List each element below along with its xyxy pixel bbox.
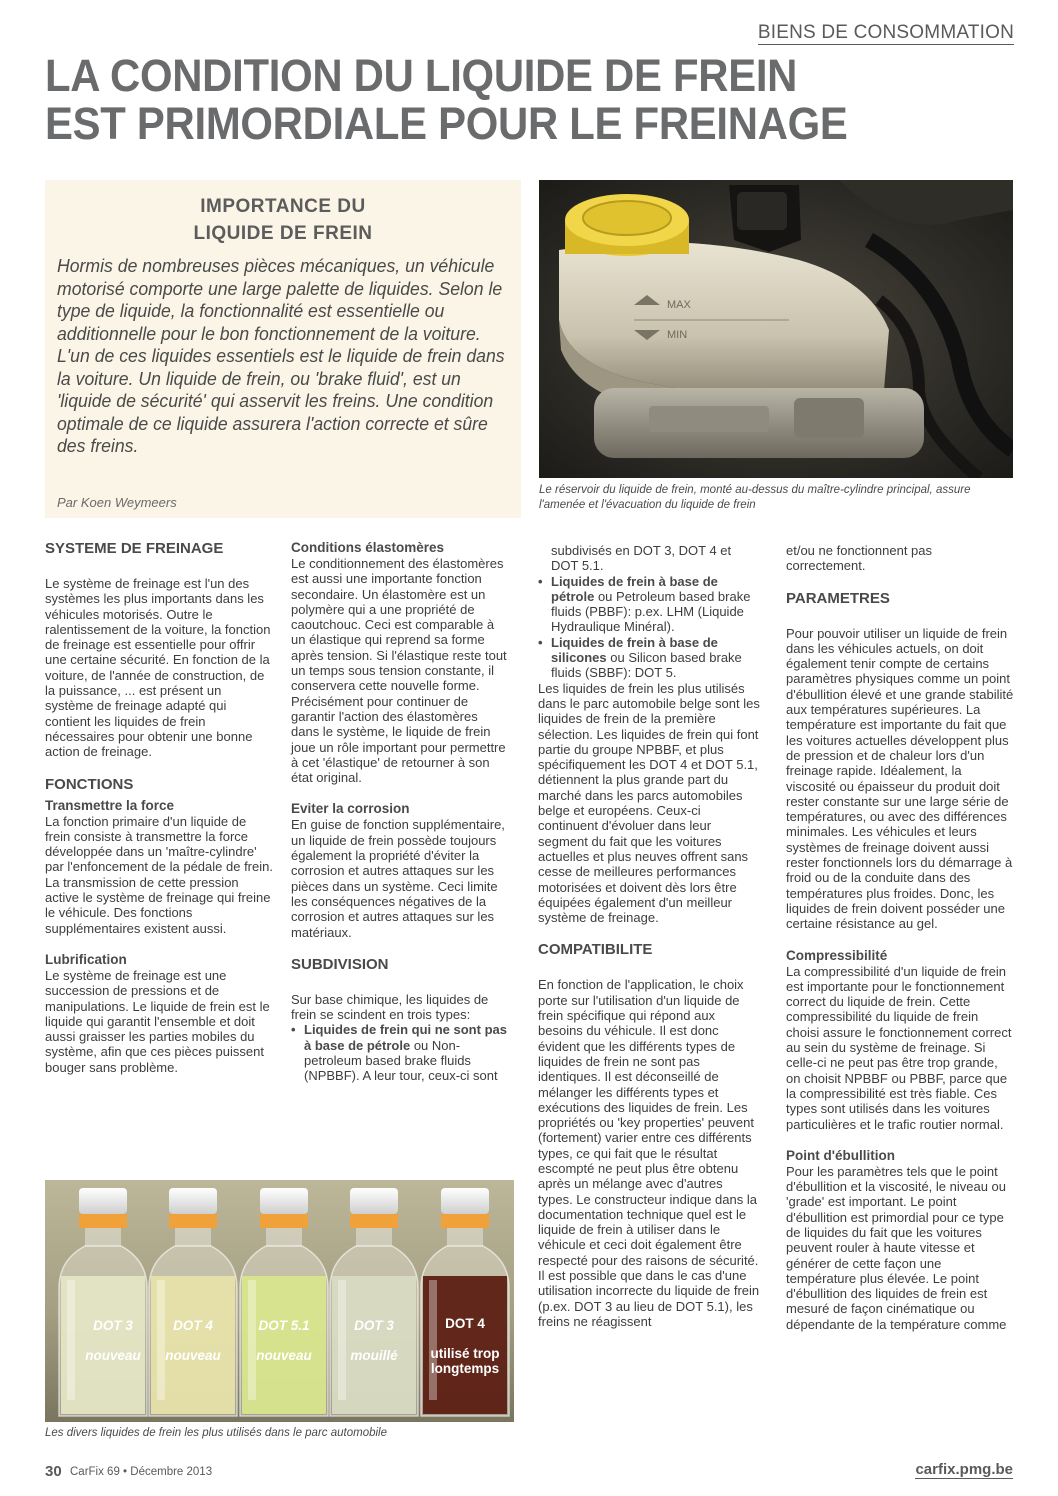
title-line-1: LA CONDITION DU LIQUIDE DE FREIN: [45, 50, 798, 101]
bottle-2-line-1: DOT 4: [173, 1318, 213, 1333]
bottle-5-label: [417, 1316, 513, 1376]
intro-text: Hormis de nombreuses pièces mécaniques, un véhicule motorisé comporte une large palette de liquides. Selon le type de liquide, la fonctionnalité est essentielle ou additionnelle pour le bon fonctionnement de la voiture. L'un de ces liquides essentiels est le liquide de frein dans la voiture. Un liquide de frein, ou 'brake fluid', est un 'liquide de sécurité' qui asservit les freins. Une condition optimale de ce liquide assurera l'action correcte et sûre des freins.: [57, 256, 505, 456]
section-tag: BIENS DE CONSOMMATION: [757, 22, 1014, 43]
heading-subdivision: SUBDIVISION: [291, 955, 389, 973]
bottle-3-line-2: nouveau: [256, 1348, 312, 1363]
min-mark: MIN: [667, 329, 688, 341]
bullet-pbbf-text: ou Petroleum based brake fluids (PBBF): p.ex. LHM (Liquide Hydraulique Minéral).: [551, 588, 751, 635]
intro-heading: [45, 193, 521, 247]
bullet-npbbf-text: ou Non-petroleum based brake fluids (NPBBF). A leur tour, ceux-ci sont: [304, 1037, 498, 1084]
subheading-compressibilite: Compressibilité: [786, 947, 888, 963]
para-usage: Les liquides de frein les plus utilisés dans le parc automobile belge sont les liquides de frein de la première sélection. Les liquides de frein qui font partie du groupe NPBBF, et plus spécifiquement les DOT 4 et DOT 5.1, détiennent la plus grande part du marché dans les parcs automobiles belge et européens. Ceux-ci continuent d'évoluer dans leur segment du fait que les voitures actuelles et plus neuves offrent sans cesse de meilleures performances motorisées et doivent dès lors être équipées également d'un meilleur système de freinage.: [538, 680, 760, 926]
bullet-npbbf-cont: subdivisés en DOT 3, DOT 4 et DOT 5.1.: [551, 543, 732, 574]
bullet-sbbf-text: ou Silicon based brake fluids (SBBF): DOT 5.: [551, 650, 742, 681]
bullet-pbbf: [538, 574, 760, 635]
heading-systeme: SYSTEME DE FREINAGE: [45, 540, 224, 557]
bottle-4-line-2: mouillé: [350, 1348, 398, 1363]
para-subdivision: Sur base chimique, les liquides de frein se scindent en trois types:: [291, 991, 489, 1023]
title-line-2: EST PRIMORDIALE POUR LE FREINAGE: [45, 98, 848, 149]
bottles-photo: [45, 1180, 514, 1422]
bottle-5-line-3: longtemps: [430, 1361, 500, 1376]
column-4: [786, 543, 1014, 1332]
reservoir-photo: [539, 180, 1013, 478]
subheading-lubrification: Lubrification: [45, 951, 127, 967]
article-title: [45, 52, 956, 148]
para-systeme: Le système de freinage est l'un des systèmes les plus importants dans les véhicules motorisés. Outre le ralentissement de la voiture, la fonction de freinage est essentielle pour offrir une certaine sécurité. En fonction de la voiture, de l'année de construction, de la puissance, ... est présent un système de freinage adapté qui contient les liquides de frein nécessaires pour obtenir une bonne action de freinage.: [45, 576, 271, 760]
heading-parametres: PARAMETRES: [786, 589, 890, 607]
bottles-caption: Les divers liquides de frein les plus utilisés dans le parc automobile: [45, 1427, 387, 1439]
footer-url-link[interactable]: carfix.pmg.be: [915, 1461, 1013, 1478]
para-compressibilite: La compressibilité d'un liquide de frein est importante pour le fonctionnement correct du liquide de frein. Cette compressibilité du liquide de frein choisi assure le fonctionnement correct au sein du système de freinage. Si celle-ci ne peut pas être trop grande, on choisit NPBBF ou PBBF, parce que la compressibilité est très fiable. Ces types sont utilisés dans les voitures particulières et le trafic routier normal.: [786, 963, 1012, 1132]
para-elastomeres: Le conditionnement des élastomères est aussi une importante fonction secondaire. Un élastomère est un polymère qui a une propriété de caoutchouc. Ceci est comparable à un élastique qui reprend sa forme après tension. Si l'élastique reste tout un temps sous tension constante, il conservera cette nouvelle forme. Précisément pour continuer de garantir l'action des élastomères dans le système, le liquide de frein joue un rôle important pour permettre à cet 'élastique' de retourner à son état original.: [291, 556, 507, 786]
subheading-ebullition: Point d'ébullition: [786, 1147, 895, 1163]
para-lubrification: Le système de freinage est une succession de pressions et de manipulations. Le liquide de frein est le liquide qui garantit l'ensemble et doit aussi graisser les parties mobiles du système, afin que ces pièces puissent bouger sans problème.: [45, 967, 270, 1075]
bottle-5-line-2: utilisé trop: [430, 1346, 500, 1361]
bullet-pbbf-bold: Liquides de frein à base de pétrole: [551, 573, 718, 604]
bottle-3-line-1: DOT 5.1: [258, 1318, 310, 1333]
magazine-issue: CarFix 69 • Décembre 2013: [70, 1466, 213, 1478]
column-1: [45, 540, 273, 1075]
bottles-illustration: [45, 1180, 514, 1422]
column-3: [538, 543, 760, 1329]
para-cont: et/ou ne fonctionnent pas correctement.: [786, 543, 933, 574]
bottle-2-label: [153, 1318, 233, 1363]
intro-heading-line-2: LIQUIDE DE FREIN: [193, 223, 373, 244]
bottle-4-label: [334, 1318, 414, 1363]
bullet-sbbf-bold: Liquides de frein à base de silicones: [551, 634, 718, 666]
bottle-2-line-2: nouveau: [165, 1348, 221, 1363]
bottle-1-line-2: nouveau: [85, 1348, 141, 1363]
max-mark: MAX: [667, 299, 691, 311]
bullet-npbbf-bold: Liquides de frein qui ne sont pas à base de pétrole: [304, 1022, 507, 1053]
para-compatibilite: En fonction de l'application, le choix porte sur l'utilisation d'un liquide de frein spécifique qui répond aux besoins du véhicule. Il est donc évident que les différents types de liquides de frein ne sont pas identiques. Il est déconseillé de mélanger les différents types et exécutions des liquides de frein. Les propriétés ou 'key properties' peuvent (fortement) varier entre ces différents types, ce qui fait que le résultat escompté ne peut plus être obtenu après un mélange avec d'autres types. Le constructeur indique dans la documentation technique quel est le liquide de frein à utiliser dans le véhicule et ceci doit également être respecté pour des raisons de sécurité. Il est possible que dans le cas d'une utilisation incorrecte du liquide de frein (p.ex. DOT 3 au lieu de DOT 5.1), les freins ne réagissent: [538, 977, 760, 1329]
para-corrosion: En guise de fonction supplémentaire, un liquide de frein possède toujours également la propriété d'éviter la corrosion et autres attaques sur les pièces dans un système. Ceci limite les conséquences négatives de la corrosion et autres attaques sur les matériaux.: [291, 817, 505, 940]
para-transmettre: La fonction primaire d'un liquide de frein consiste à transmettre la force développée dans un 'maître-cylindre' par l'enfoncement de la pédale de frein. La transmission de cette pression active le système de freinage qui freine le véhicule. Des fonctions supplémentaires existent aussi.: [45, 813, 273, 936]
intro-heading-line-1: IMPORTANCE DU: [200, 196, 366, 217]
bottle-3-label: [244, 1318, 324, 1363]
reservoir-illustration: [539, 180, 1013, 478]
subheading-elastomeres: Conditions élastomères: [291, 540, 445, 555]
column-2: [291, 540, 509, 1084]
heading-fonctions: FONCTIONS: [45, 775, 134, 793]
subheading-corrosion: Eviter la corrosion: [291, 801, 410, 817]
bullet-sbbf: [538, 635, 760, 681]
page-number: 30: [45, 1463, 62, 1480]
reservoir-caption: Le réservoir du liquide de frein, monté au-dessus du maître-cylindre principal, assure l'amenée et l'évacuation du liquide de frein: [539, 484, 971, 511]
para-ebullition: Pour les paramètres tels que le point d'ébullition et la viscosité, le niveau ou 'grade' est important. Le point d'ébullition est primordial pour ce type de liquides du fait que les voitures peuvent rouler à haute vitesse et générer de cette façon une température plus élevée. Le point d'ébullition des liquides de frein est mesuré de façon cinématique ou dépendante de la température comme: [786, 1163, 1007, 1332]
bottle-1-label: [73, 1318, 153, 1363]
bottle-1-line-1: DOT 3: [93, 1318, 133, 1333]
author-byline: Par Koen Weymeers: [57, 495, 177, 510]
bottle-5-line-1: DOT 4: [445, 1316, 485, 1331]
bottle-4-line-1: DOT 3: [354, 1318, 394, 1333]
heading-compatibilite: COMPATIBILITE: [538, 941, 653, 959]
para-parametres: Pour pouvoir utiliser un liquide de frein dans les véhicules actuels, on doit également tenir compte de certains paramètres physiques comme un point d'ébullition élevé et une grande stabilité aux températures supérieures. La température est importante du fait que les voitures actuelles développent plus de pression et de chaleur lors d'un freinage rapide. Idéalement, la viscosité ou épaisseur du produit doit rester constante sur une large série de températures, ou avec des différences minimales. Les véhicules et leurs systèmes de freinage doivent aussi rester fonctionnels lors du démarrage à froid ou de la conduite dans des températures plus froides. Donc, les liquides de frein doivent posséder une certaine résistance au gel.: [786, 625, 1014, 932]
bullet-npbbf: [291, 1022, 509, 1083]
subheading-transmettre: Transmettre la force: [45, 797, 175, 813]
